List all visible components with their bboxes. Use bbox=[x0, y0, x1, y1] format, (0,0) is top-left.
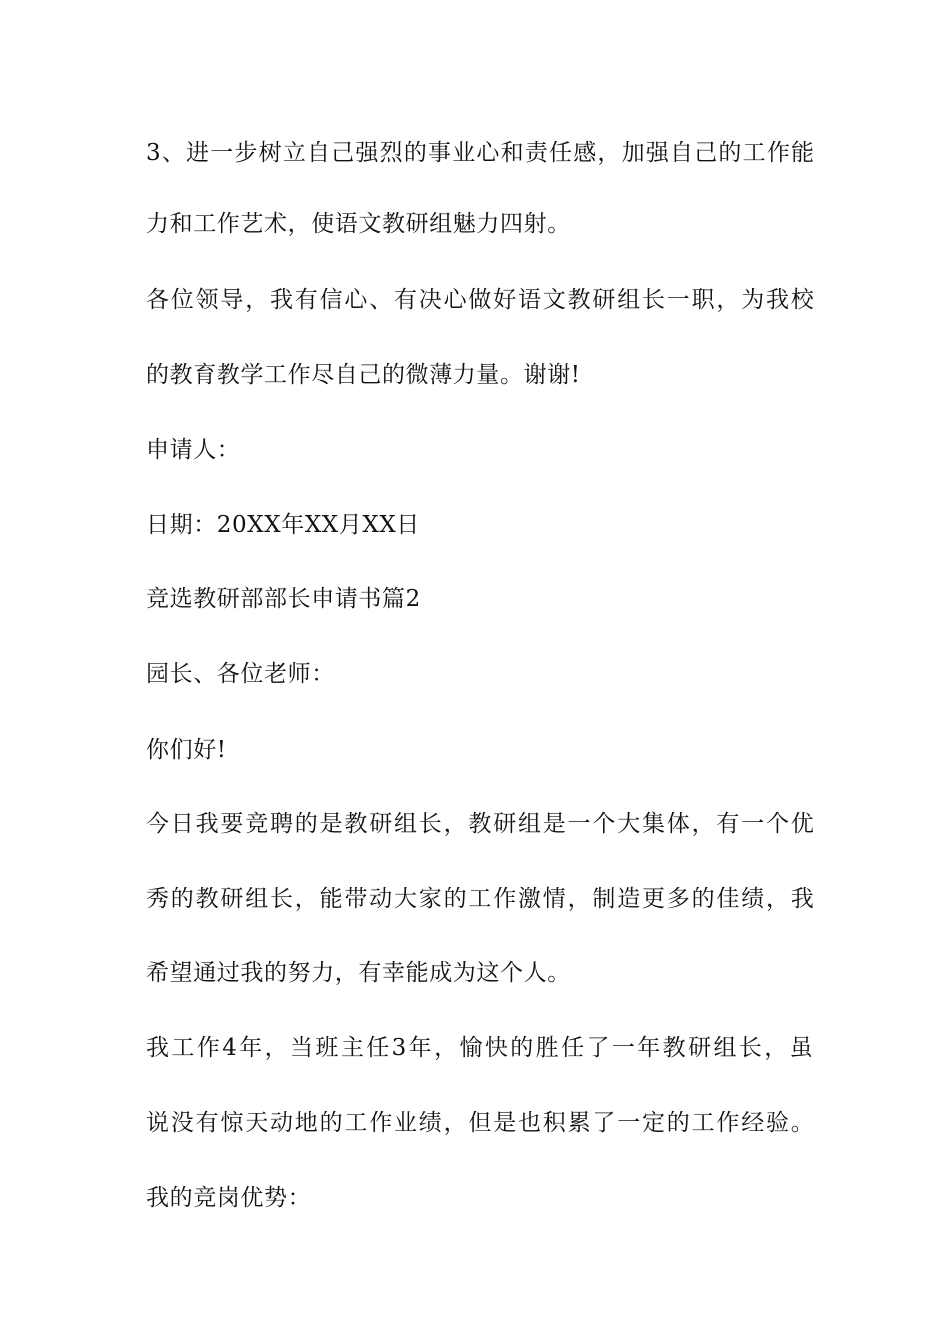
section-title: 竞选教研部部长申请书篇2 bbox=[146, 586, 421, 612]
paragraph-line: 的教育教学工作尽自己的微薄力量。谢谢! bbox=[146, 362, 581, 388]
paragraph-line: 各位领导，我有信心、有决心做好语文教研组长一职，为我校 bbox=[146, 287, 816, 313]
paragraph-line: 今日我要竞聘的是教研组长，教研组是一个大集体，有一个优 bbox=[146, 811, 816, 837]
salutation: 园长、各位老师： bbox=[146, 661, 335, 687]
paragraph-line: 希望通过我的努力，有幸能成为这个人。 bbox=[146, 960, 571, 986]
paragraph-line: 我工作4年，当班主任3年，愉快的胜任了一年教研组长，虽 bbox=[146, 1035, 816, 1061]
greeting: 你们好! bbox=[146, 737, 227, 763]
paragraph-line: 秀的教研组长，能带动大家的工作激情，制造更多的佳绩，我 bbox=[146, 886, 816, 912]
paragraph-line: 3、进一步树立自己强烈的事业心和责任感，加强自己的工作能 bbox=[146, 140, 816, 166]
applicant-label: 申请人： bbox=[146, 437, 241, 463]
paragraph-line: 力和工作艺术，使语文教研组魅力四射。 bbox=[146, 211, 571, 237]
date-line: 日期：20XX年XX月XX日 bbox=[146, 512, 420, 538]
paragraph-line: 我的竞岗优势： bbox=[146, 1185, 312, 1211]
paragraph-line: 说没有惊天动地的工作业绩，但是也积累了一定的工作经验。 bbox=[146, 1110, 816, 1136]
